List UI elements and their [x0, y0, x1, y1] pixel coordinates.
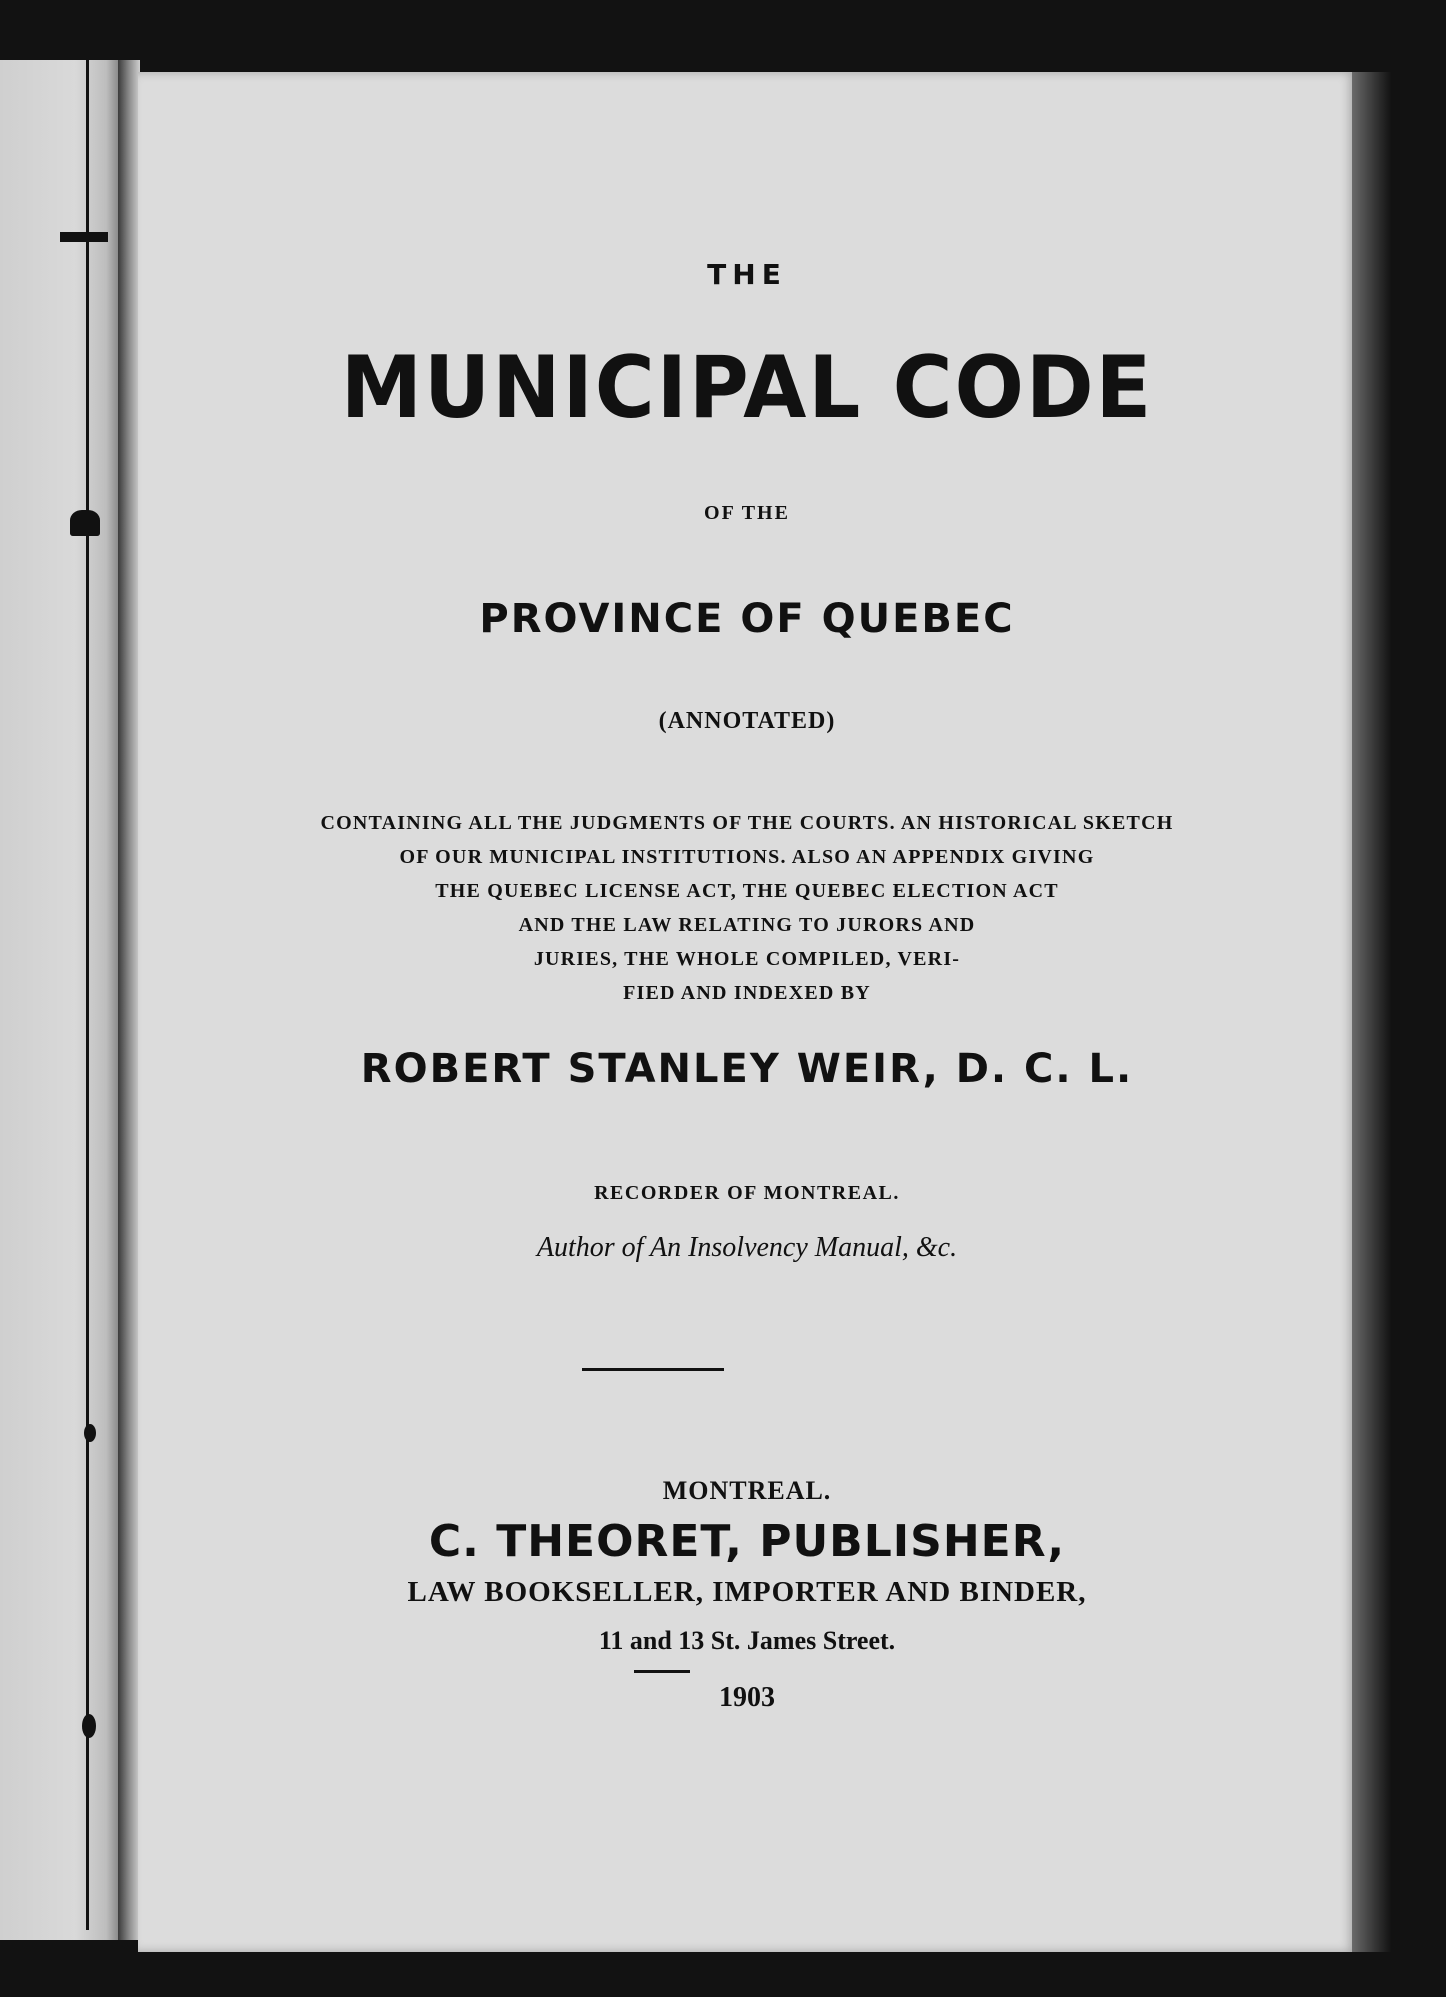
publication-city: MONTREAL.	[662, 1476, 832, 1505]
description-line: JURIES, THE WHOLE COMPILED, VERI-	[533, 948, 961, 970]
publisher-address: 11 and 13 St. James Street.	[598, 1626, 896, 1655]
left-page-edge	[0, 60, 125, 1940]
title-of-the: OF THE	[704, 502, 790, 524]
description-line: CONTAINING ALL THE JUDGMENTS OF THE COURTS. AN HISTORICAL SKETCH	[320, 812, 1174, 834]
gutter-line	[86, 60, 89, 1930]
description-line: THE QUEBEC LICENSE ACT, THE QUEBEC ELECTION ACT	[435, 880, 1059, 902]
description-line: AND THE LAW RELATING TO JURORS AND	[518, 914, 976, 936]
gutter-shadow	[118, 60, 140, 1940]
province-title: PROVINCE OF QUEBEC	[479, 596, 1015, 642]
title-article: THE	[707, 258, 787, 291]
binding-mark	[82, 1714, 96, 1738]
publisher-trade: LAW BOOKSELLER, IMPORTER AND BINDER,	[407, 1576, 1087, 1608]
author-name: ROBERT STANLEY WEIR, D. C. L.	[360, 1046, 1134, 1092]
publication-year: 1903	[719, 1682, 775, 1713]
binding-mark	[60, 232, 108, 242]
year-rule	[634, 1670, 690, 1673]
binding-mark	[70, 510, 100, 536]
description-line: FIED AND INDEXED BY	[623, 982, 871, 1004]
binding-mark	[84, 1424, 96, 1442]
author-work: Author of An Insolvency Manual, &c.	[536, 1232, 958, 1263]
main-title: MUNICIPAL CODE	[340, 338, 1154, 438]
description-line: OF OUR MUNICIPAL INSTITUTIONS. ALSO AN APPENDIX GIVING	[399, 846, 1095, 868]
publisher-name: C. THEORET, PUBLISHER,	[428, 1516, 1066, 1567]
annotated-label: (ANNOTATED)	[658, 708, 836, 734]
author-title: RECORDER OF MONTREAL.	[594, 1182, 900, 1204]
right-page-edge	[1352, 72, 1392, 1952]
divider-rule	[582, 1368, 724, 1371]
